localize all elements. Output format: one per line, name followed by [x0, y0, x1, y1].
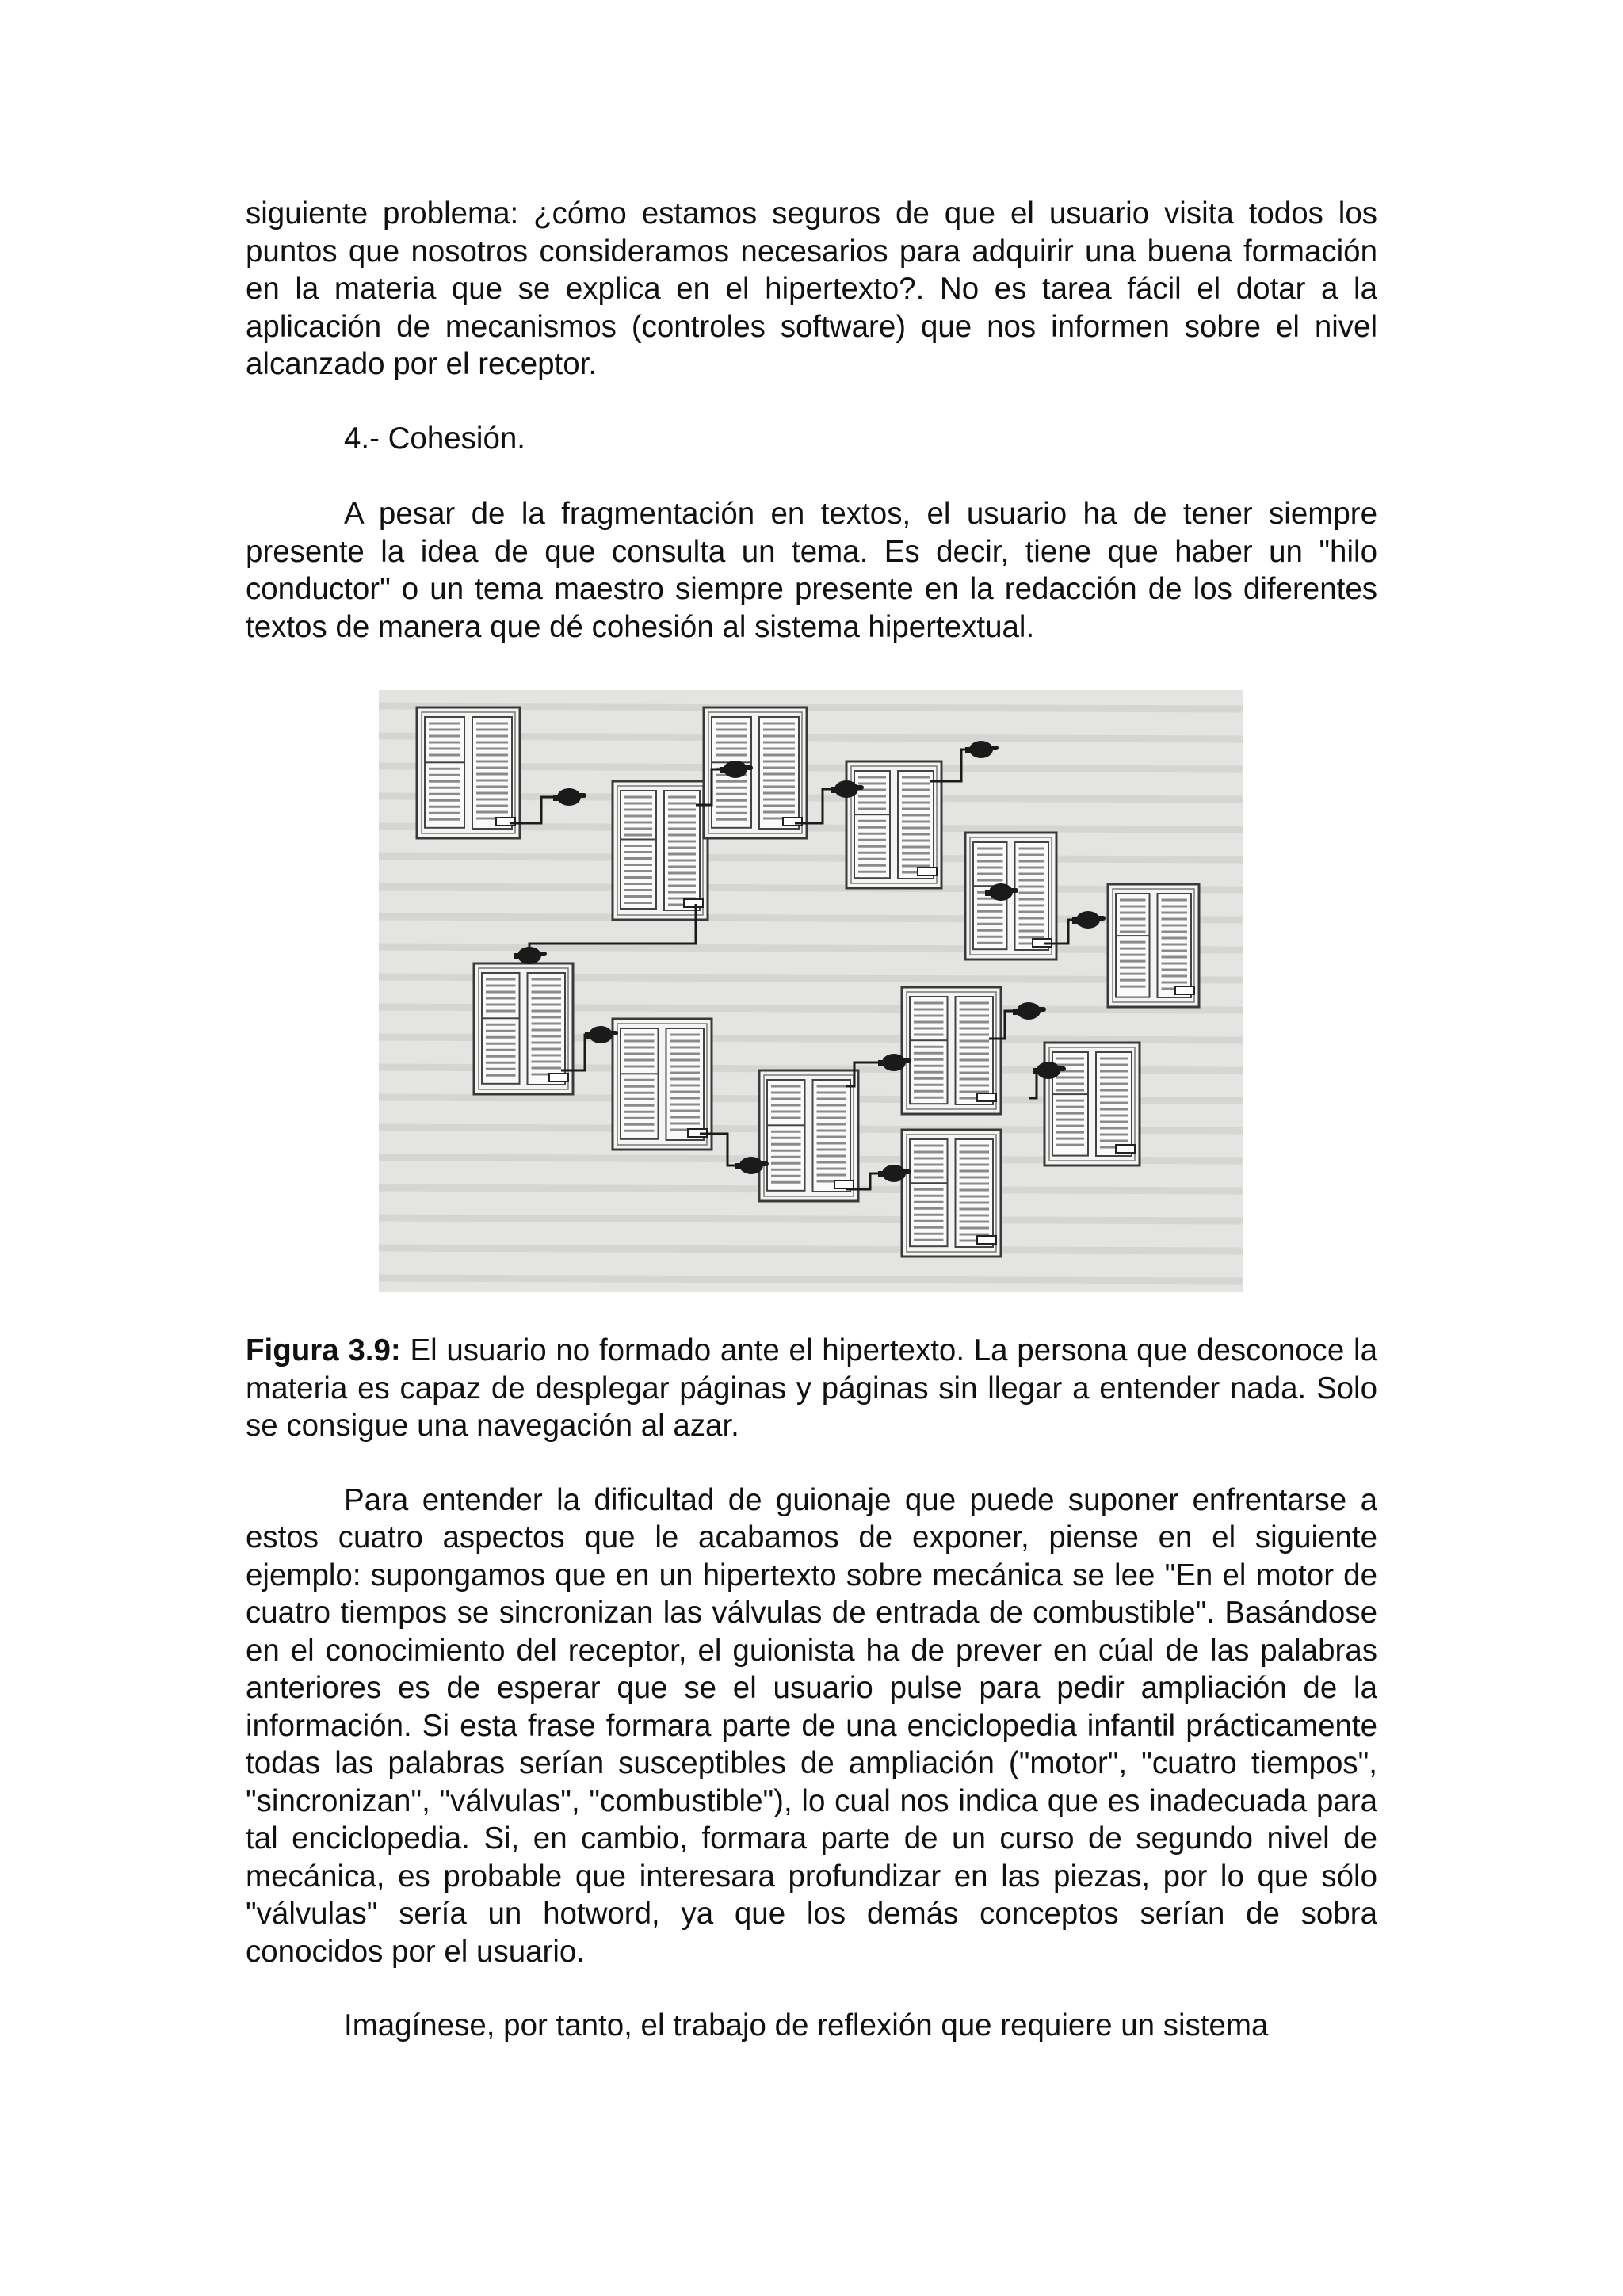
hypertext-page-8 [613, 1019, 712, 1150]
paragraph-intro: siguiente problema: ¿cómo estamos seguros de que el usuario visita todos los puntos que nosotros consideramos necesarios para adquirir una buena formación en la materia que se explica en el hipertexto?. No es tarea fácil el dotar a la aplicación de mecanismos (controles software) que nos informen sobre el nivel alcanzado por el receptor. [246, 196, 1377, 381]
pointing-hand-icon-5 [1072, 911, 1106, 929]
figure-caption [246, 1332, 1377, 1445]
paragraph-final: Imagínese, por tanto, el trabajo de reflexión que requiere un sistema [344, 2008, 1269, 2042]
hypertext-page-12 [902, 1130, 1001, 1257]
paragraph-example: Para entender la dificultad de guionaje que puede suponer enfrentarse a estos cuatro aspectos que le acabamos de exponer, piense en el siguiente ejemplo: supongamos que en un hipertexto sobre mecánica se lee "En el motor de cuatro tiempos se sincronizan las válvulas de entrada de combustible". Basándose en el conocimiento del receptor, el guionista ha de prever en cúal de las palabras anteriores es de esperar que se el usuario pulse para pedir ampliación de la información. Si esta frase formara parte de una enciclopedia infantil prácticamente todas las palabras serían susceptibles de ampliación ("motor", "cuatro tiempos", "sincronizan", "válvulas", "combustible"), lo cual nos indica que es inadecuada para tal enciclopedia. Si, en cambio, formara parte de un curso de segundo nivel de mecánica, es probable que interesara profundizar en las piezas, por lo que sólo "válvulas" sería un hotword, ya que los demás conceptos serían de sobra conocidos por el usuario. [246, 1482, 1377, 1969]
section-heading-cohesion: 4.- Cohesión. [344, 421, 525, 456]
hypertext-page-7 [474, 963, 573, 1094]
figure-3-9 [246, 690, 1377, 1292]
hypertext-page-6 [1108, 884, 1199, 1007]
document-page [246, 195, 1377, 2045]
figure-caption-text: El usuario no formado ante el hipertexto. La persona que desconoce la materia es capaz de desplegar páginas y páginas sin llegar a entender nada. Solo se consigue una navegación al azar. [246, 1333, 1378, 1443]
hypertext-page-1 [417, 707, 520, 838]
hypertext-page-4 [846, 761, 941, 888]
pointing-hand-icon-10 [1013, 1002, 1046, 1020]
hypertext-page-11 [1044, 1043, 1140, 1165]
hypertext-page-10 [902, 987, 1001, 1114]
pointing-hand-icon-4 [965, 741, 999, 758]
paragraph-cohesion: A pesar de la fragmentación en textos, el usuario ha de tener siempre presente la idea de que consulta un tema. Es decir, tiene que haber un "hilo conductor" o un tema maestro siempre presente en la redacción de los diferentes textos de manera que dé cohesión al sistema hipertextual. [246, 497, 1377, 644]
hypertext-navigation-illustration [379, 690, 1243, 1292]
hypertext-page-9 [759, 1070, 858, 1201]
figure-label: Figura 3.9: [246, 1333, 401, 1367]
hypertext-page-3 [704, 707, 807, 838]
hypertext-page-2 [613, 781, 708, 920]
pointing-hand-icon-1 [553, 788, 586, 806]
